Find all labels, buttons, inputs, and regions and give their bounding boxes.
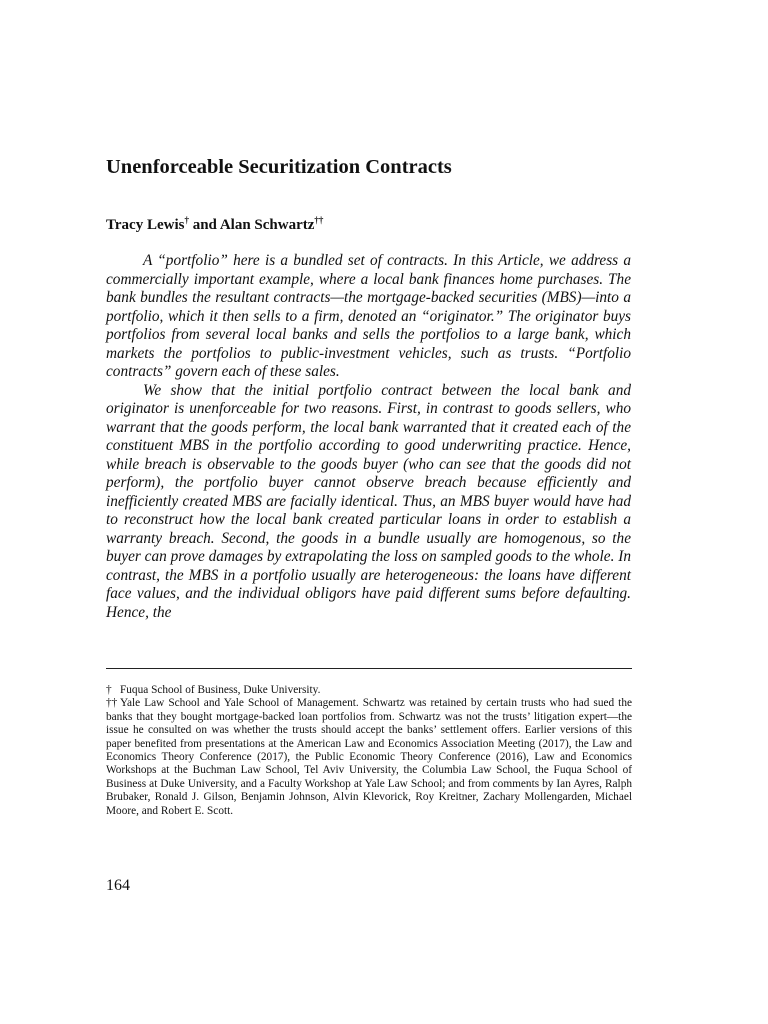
page-number: 164 <box>106 877 130 894</box>
author-name-lewis: Tracy Lewis <box>106 217 185 233</box>
author-connector: and <box>188 217 220 233</box>
footnote-separator <box>106 668 632 669</box>
footnote-mark: †† <box>106 697 118 710</box>
footnote <box>106 684 632 697</box>
author-footnote-mark: †† <box>314 215 324 225</box>
footnotes <box>106 684 632 818</box>
article-title: Unenforceable Securitization Contracts <box>106 156 452 178</box>
article-authors <box>106 214 323 236</box>
abstract-paragraph: We show that the initial portfolio contract between the local bank and originator is unenforceable for two reasons. First, in contrast to goods sellers, who warrant that the goods perform, the local bank warranted that it created each of the constituent MBS in the portfolio according to good underwriting practice. Hence, while breach is observable to the goods buyer (who can see that the goods did not perform), the portfolio buyer cannot observe breach because efficiently and inefficiently created MBS are facially identical. Thus, an MBS buyer would have had to reconstruct how the local bank created particular loans in order to establish a warranty breach. Second, the goods in a bundle usually are homogenous, so the buyer can prove damages by extrapolating the loss on sampled goods to the whole. In contrast, the MBS in a portfolio usually are heterogeneous: the loans have different face values, and the individual obligors have paid different sums before defaulting. Hence, the <box>106 381 631 621</box>
footnote <box>106 697 632 818</box>
footnote-text: Fuqua School of Business, Duke University. <box>120 684 321 696</box>
footnote-text: Yale Law School and Yale School of Management. Schwartz was retained by certain trusts who had sued the banks that they bought mortgage-backed loan portfolios from. Schwartz was not the trusts’ litigation expert—the issue he consulted on was whether the trusts should accept the banks’ settlement offers. Earlier versions of this paper benefited from presentations at the American Law and Economics Association Meeting (2017), the Law and Economics Theory Conference (2017), the Public Economic Theory Conference (2016), Law and Economics Workshops at the Buchman Law School, Tel Aviv University, the Columbia Law School, the Fuqua School of Business at Duke University, and a Faculty Workshop at Yale Law School; and from comments by Ian Ayres, Ralph Brubaker, Ronald J. Gilson, Benjamin Johnson, Alvin Klevorick, Roy Kreitner, Zachary Mollengarden, Michael Moore, and Robert E. Scott. <box>106 697 632 817</box>
abstract <box>106 252 631 622</box>
footnote-mark: † <box>106 684 112 696</box>
author-footnote-mark: † <box>184 215 189 225</box>
author-name-schwartz: Alan Schwartz <box>219 217 315 233</box>
abstract-paragraph: A “portfolio” here is a bundled set of contracts. In this Article, we address a commercially important example, where a local bank finances home purchases. The bank bundles the resultant contracts—the mortgage-backed securities (MBS)—into a portfolio, which it then sells to a firm, denoted an “originator.” The originator buys portfolios from several local banks and sells the portfolios to a large bank, which markets the portfolios to public-investment vehicles, such as trusts. “Portfolio contracts” govern each of these sales. <box>106 252 631 380</box>
